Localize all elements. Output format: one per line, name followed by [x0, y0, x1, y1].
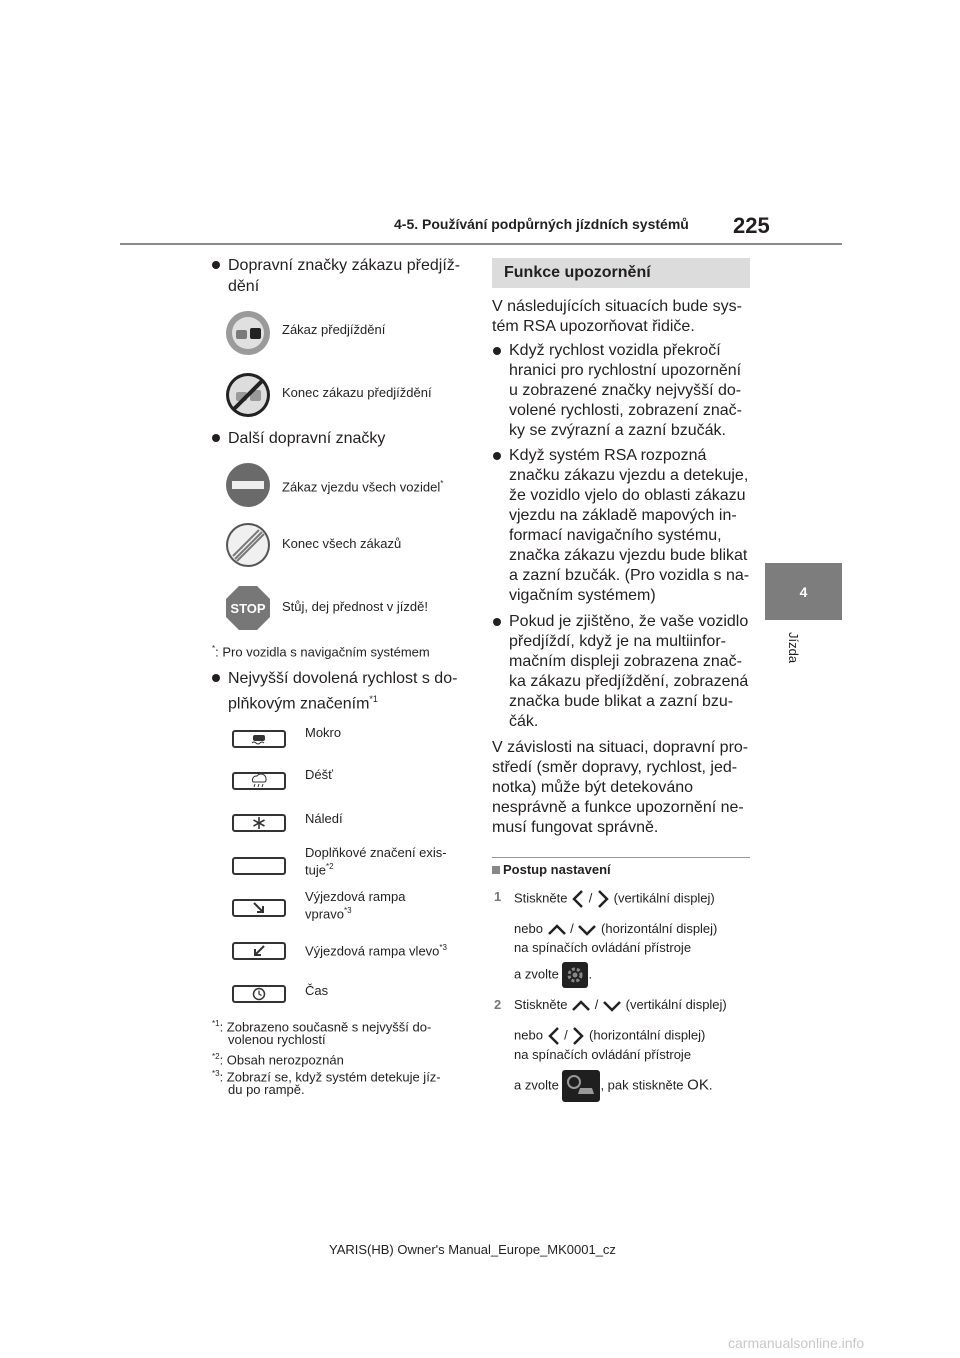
plate-label: Čas [305, 983, 329, 998]
paragraph-line: že vozidlo vjelo do oblasti zákazu [509, 487, 746, 504]
bullet-icon [212, 674, 220, 682]
plate-label: Mokro [305, 725, 342, 740]
paragraph-line: Když systém RSA rozpozná [509, 447, 707, 464]
chevron-left-icon [571, 889, 585, 909]
section-title: 4-5. Používání podpůrných jízdních systémů [394, 216, 689, 232]
plate-label [305, 941, 447, 958]
bullet-text: Nejvyšší dovolená rychlost s do- [228, 670, 458, 687]
step-text: (horizontální displej) [589, 1027, 706, 1043]
bullet-icon [493, 618, 501, 626]
slash-text: / [570, 921, 574, 936]
paragraph-line: nesprávně a funkce upozornění ne- [492, 799, 744, 816]
step-text: a zvolte [514, 966, 559, 982]
sign-label-text: Zákaz vjezdu všech vozidel [282, 479, 441, 495]
step-text: (horizontální displej) [601, 921, 718, 936]
footnote-text: : Obsah nerozpoznán [219, 1052, 344, 1068]
empty-plate-icon [232, 857, 286, 875]
bullet-icon [212, 261, 220, 269]
subsection-heading-text: Postup nastavení [503, 862, 611, 877]
paragraph-line: Když rychlost vozidla překročí [509, 342, 721, 359]
sign-label: Stůj, dej přednost v jízdě! [282, 599, 428, 614]
end-all-restrictions-sign-icon [225, 522, 271, 568]
paragraph-line: a zazní bzučák. (Pro vozidla s na- [509, 567, 750, 584]
paragraph-line: hranici pro rychlostní upozornění [509, 362, 742, 379]
footnote-marker: *3 [439, 943, 447, 952]
square-bullet-icon [492, 866, 500, 874]
step-text: Stiskněte [514, 890, 568, 906]
plate-label-text: Výjezdová rampa vlevo [305, 943, 440, 959]
chevron-down-icon [577, 924, 597, 936]
rain-plate-icon [232, 772, 286, 790]
intro-paragraph [492, 297, 742, 337]
chevron-right-icon [596, 889, 610, 909]
page-number: 225 [733, 213, 770, 238]
chevron-left-icon [547, 1026, 561, 1046]
sign-label [282, 477, 443, 494]
bullet-overtaking [228, 255, 460, 297]
ok-button-symbol: OK [687, 1076, 709, 1094]
subsection-rule [492, 857, 750, 858]
footnote-text: : Pro vozidla s navigačním systémem [215, 644, 430, 660]
wet-plate-icon [232, 730, 286, 748]
sign-label: Konec zákazu předjíždění [282, 385, 432, 400]
bullet-speed-limit [228, 668, 457, 714]
chapter-tab: 4 [765, 563, 842, 620]
step-text: nebo [514, 1027, 543, 1043]
step-text: nebo [514, 921, 543, 936]
outro-paragraph [492, 738, 748, 838]
footnote-marker: * [440, 479, 444, 488]
paragraph-line: ky se zvýrazní a zazní bzučák. [509, 422, 726, 439]
plate-label [305, 846, 447, 877]
step-number: 1 [494, 889, 502, 904]
step-2-line-2 [514, 1026, 705, 1046]
plate-label [305, 890, 405, 921]
bullet-no-entry-warning [509, 446, 749, 606]
footnote-marker: *2 [325, 862, 334, 871]
footnote-text: du po rampě. [228, 1082, 305, 1098]
footnote-text: : Zobrazí se, když systém detekuje jíz- [219, 1069, 441, 1085]
bullet-text: Dopravní značky zákazu předjíž- [228, 257, 461, 274]
paragraph-line: mačním displeji zobrazena znač- [509, 653, 742, 670]
plate-label-text: Doplňkové značení exis- [305, 845, 447, 860]
slash-text: / [588, 890, 593, 906]
slash-text: / [594, 997, 599, 1012]
step-number: 2 [494, 997, 502, 1012]
plate-label: Déšť [305, 767, 333, 782]
settings-gear-icon [562, 962, 588, 988]
step-2-line-3: na spínačích ovládání přístroje [514, 1047, 692, 1062]
exit-left-plate-icon [232, 942, 286, 960]
plate-label-text: Výjezdová rampa [305, 889, 406, 904]
time-plate-icon [232, 985, 286, 1003]
step-text: (vertikální displej) [625, 997, 727, 1012]
paragraph-line: u zobrazené značky nejvyšší do- [509, 382, 742, 399]
footnote-marker: *3 [344, 906, 352, 915]
plate-label: Náledí [305, 811, 343, 826]
bullet-text: plňkovým značením [228, 695, 370, 713]
paragraph-line: značka zákazu vjezdu bude blikat [509, 547, 748, 564]
step-text: a zvolte [514, 1077, 559, 1093]
footnote-marker: * [212, 644, 216, 653]
paragraph-line: středí (směr dopravy, rychlost, jed- [492, 759, 738, 776]
bullet-overtaking-warning [509, 612, 748, 732]
paragraph-line: čák. [509, 713, 539, 730]
footnote-marker: *1 [212, 1019, 220, 1028]
section-heading: Funkce upozornění [492, 258, 750, 288]
paragraph-line: Pokud je zjištěno, že vaše vozidlo [509, 613, 749, 630]
footnote-marker: *3 [212, 1069, 220, 1078]
paragraph-line: formací navigačního systému, [509, 527, 722, 544]
step-2-line-1 [514, 997, 727, 1013]
paragraph-line: tém RSA upozorňovat řidiče. [492, 318, 695, 335]
footer-text: YARIS(HB) Owner's Manual_Europe_MK0001_cz [329, 1242, 616, 1257]
step-1-line-3: na spínačích ovládání přístroje [514, 940, 692, 955]
plate-label-text: vpravo [305, 906, 345, 922]
bullet-text: Další dopravní značky [228, 430, 386, 447]
bullet-other-signs [228, 428, 385, 449]
footnote-marker: *1 [369, 694, 378, 704]
paragraph-line: notka) může být detekováno [492, 779, 694, 796]
step-text: (vertikální displej) [613, 890, 715, 906]
arrow-down-left-icon [252, 945, 266, 957]
snowflake-icon [252, 816, 266, 830]
paragraph-line: vjezdu na základě mapových in- [509, 507, 737, 524]
bullet-icon [493, 347, 501, 355]
paragraph-line: vigačním systémem) [509, 587, 656, 604]
rain-cloud-icon [249, 774, 269, 788]
step-1-line-1 [514, 889, 715, 909]
paragraph-line: předjíždí, když je na multiinfor- [509, 633, 726, 650]
footnote-marker: *2 [212, 1052, 220, 1061]
header-rule [120, 243, 842, 245]
footnote-2 [212, 1050, 344, 1066]
wet-road-icon [251, 733, 267, 745]
chevron-up-icon [547, 924, 567, 936]
step-1-line-4 [514, 962, 592, 988]
bullet-text: dění [228, 278, 260, 295]
bullet-icon [493, 452, 501, 460]
arrow-down-right-icon [252, 902, 266, 914]
paragraph-line: značku zákazu vjezdu a detekuje, [509, 467, 749, 484]
footnote-3 [212, 1067, 441, 1096]
footnote-text: volenou rychlostí [228, 1032, 326, 1048]
rsa-sign-car-icon [562, 1070, 600, 1102]
sign-label: Konec všech zákazů [282, 536, 402, 551]
sign-label: Zákaz předjíždění [282, 322, 386, 337]
exit-right-plate-icon [232, 899, 286, 917]
stop-sign-icon [225, 585, 271, 631]
step-text: Stiskněte [514, 997, 568, 1012]
paragraph-line: volené rychlosti, zobrazení znač- [509, 402, 742, 419]
bullet-speed-warning [509, 341, 742, 441]
step-text: . [708, 1077, 713, 1093]
chevron-up-icon [571, 1000, 591, 1012]
no-overtaking-sign-icon [225, 310, 271, 356]
step-text: . [588, 966, 593, 982]
footnote-text: : Zobrazeno současně s nejvyšší do- [219, 1019, 432, 1035]
stop-text: STOP [230, 601, 266, 616]
step-2-line-4 [514, 1070, 712, 1102]
chapter-label: Jízda [786, 632, 801, 664]
chevron-right-icon [571, 1026, 585, 1046]
clock-icon [252, 987, 266, 1001]
subsection-heading [492, 862, 611, 878]
watermark: carmanualsonline.info [728, 1335, 865, 1351]
step-text: , pak stiskněte [600, 1077, 684, 1093]
footnote-navigation [212, 642, 430, 658]
paragraph-line: musí fungovat správně. [492, 819, 659, 836]
paragraph-line: V závislosti na situaci, dopravní pro- [492, 739, 749, 756]
plate-label-text: tuje [305, 862, 326, 878]
step-1-line-2 [514, 921, 717, 937]
paragraph-line: V následujících situacích bude sys- [492, 298, 742, 315]
paragraph-line: ka zákazu předjíždění, zobrazená [509, 673, 749, 690]
paragraph-line: značka bude blikat a zazní bzu- [509, 693, 734, 710]
slash-text: / [564, 1027, 568, 1043]
no-entry-sign-icon [225, 462, 271, 508]
bullet-icon [212, 434, 220, 442]
chevron-down-icon [602, 1000, 622, 1012]
ice-plate-icon [232, 814, 286, 832]
end-no-overtaking-sign-icon [225, 372, 271, 418]
footnote-1 [212, 1017, 431, 1046]
